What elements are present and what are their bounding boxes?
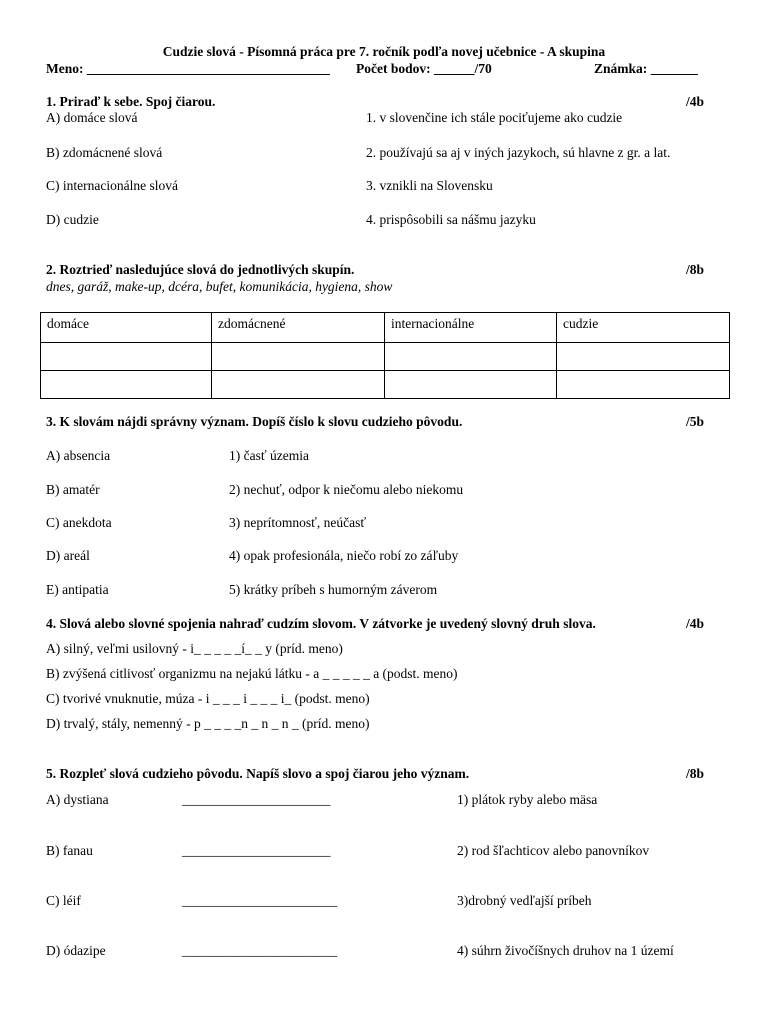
task3-left-item: B) amatér [46,482,100,497]
document-title: Cudzie slová - Písomná práca pre 7. ročník podľa novej učebnice - A skupina [162,44,606,59]
table-row [41,371,730,399]
task3-right-item: 2) nechuť, odpor k niečomu alebo niekomu [229,482,464,497]
column-header-zdomacnene: zdomácnené [212,313,385,343]
table-row [41,343,730,371]
task1-left-item: C) internacionálne slová [46,178,178,193]
task4-heading: 4. Slová alebo slovné spojenia nahraď cudzím slovom. V zátvorke je uvedený slovný druh slova. [46,616,596,631]
task5-meaning: 4) súhrn živočíšnych druhov na 1 území [457,943,674,958]
task4-points: /4b [686,616,705,631]
task5-answer-blank: ______________________ [182,792,331,807]
task1-left-item: B) zdomácnené slová [46,145,163,160]
table-cell[interactable] [385,371,557,399]
task3-left-item: D) areál [46,548,90,563]
table-header-row [41,313,730,343]
table-cell[interactable] [212,371,385,399]
task3-right-item: 4) opak profesionála, niečo robí zo záľuby [229,548,459,563]
task5-scrambled-word: D) ódazipe [46,943,106,958]
task1-left-item: D) cudzie [46,212,99,227]
task4-item: B) zvýšená citlivosť organizmu na nejakú látku - a _ _ _ _ _ a (podst. meno) [46,666,458,681]
task5-scrambled-word: C) léif [46,893,81,908]
task1-right-item: 1. v slovenčine ich stále pociťujeme ako cudzie [366,110,623,125]
table-cell[interactable] [212,343,385,371]
table-cell[interactable] [41,371,212,399]
task4-item: A) silný, veľmi usilovný - i_ _ _ _ _í_ _ y (príd. meno) [46,641,343,656]
grade-field: Známka: _______ [594,61,698,76]
task4-item: D) trvalý, stály, nemenný - p _ _ _ _n _ n _ n _ (príd. meno) [46,716,370,731]
task1-left-item: A) domáce slová [46,110,138,125]
task4-item: C) tvorivé vnuknutie, múza - i _ _ _ i _ _ _ i_ (podst. meno) [46,691,370,706]
task5-scrambled-word: A) dystiana [46,792,109,807]
task3-right-item: 1) časť územia [229,448,309,463]
task5-meaning: 3)drobný vedľajší príbeh [457,893,592,908]
column-header-internacionalne: internacionálne [385,313,557,343]
table-cell[interactable] [557,371,730,399]
task1-right-item: 3. vznikli na Slovensku [366,178,493,193]
task1-heading: 1. Priraď k sebe. Spoj čiarou. [46,94,216,109]
task5-points: /8b [686,766,705,781]
task3-heading: 3. K slovám nájdi správny význam. Dopíš číslo k slovu cudzieho pôvodu. [46,414,463,429]
task2-heading: 2. Roztrieď nasledujúce slová do jednotlivých skupín. [46,262,355,277]
task5-meaning: 1) plátok ryby alebo mäsa [457,792,598,807]
task3-left-item: A) absencia [46,448,111,463]
task3-points: /5b [686,414,705,429]
task1-points: /4b [686,94,705,109]
task5-heading: 5. Rozpleť slová cudzieho pôvodu. Napíš slovo a spoj čiarou jeho význam. [46,766,470,781]
task5-answer-blank: _______________________ [182,943,338,958]
task2-word-list: dnes, garáž, make-up, dcéra, bufet, komunikácia, hygiena, show [46,279,393,294]
task1-right-item: 2. používajú sa aj v iných jazykoch, sú hlavne z gr. a lat. [366,145,671,160]
task3-left-item: C) anekdota [46,515,112,530]
name-field: Meno: ____________________________________ [46,61,330,76]
table-cell[interactable] [41,343,212,371]
table-cell[interactable] [557,343,730,371]
table-cell[interactable] [385,343,557,371]
task3-right-item: 3) neprítomnosť, neúčasť [229,515,367,530]
task5-answer-blank: ______________________ [182,843,331,858]
column-header-domace: domáce [41,313,212,343]
task5-meaning: 2) rod šľachticov alebo panovníkov [457,843,650,858]
task1-right-item: 4. prispôsobili sa nášmu jazyku [366,212,536,227]
task3-left-item: E) antipatia [46,582,109,597]
task5-answer-blank: _______________________ [182,893,338,908]
task2-points: /8b [686,262,705,277]
sorting-table [40,312,730,399]
task3-right-item: 5) krátky príbeh s humorným záverom [229,582,438,597]
column-header-cudzie: cudzie [557,313,730,343]
points-field: Počet bodov: ______/70 [356,61,492,76]
task5-scrambled-word: B) fanau [46,843,93,858]
